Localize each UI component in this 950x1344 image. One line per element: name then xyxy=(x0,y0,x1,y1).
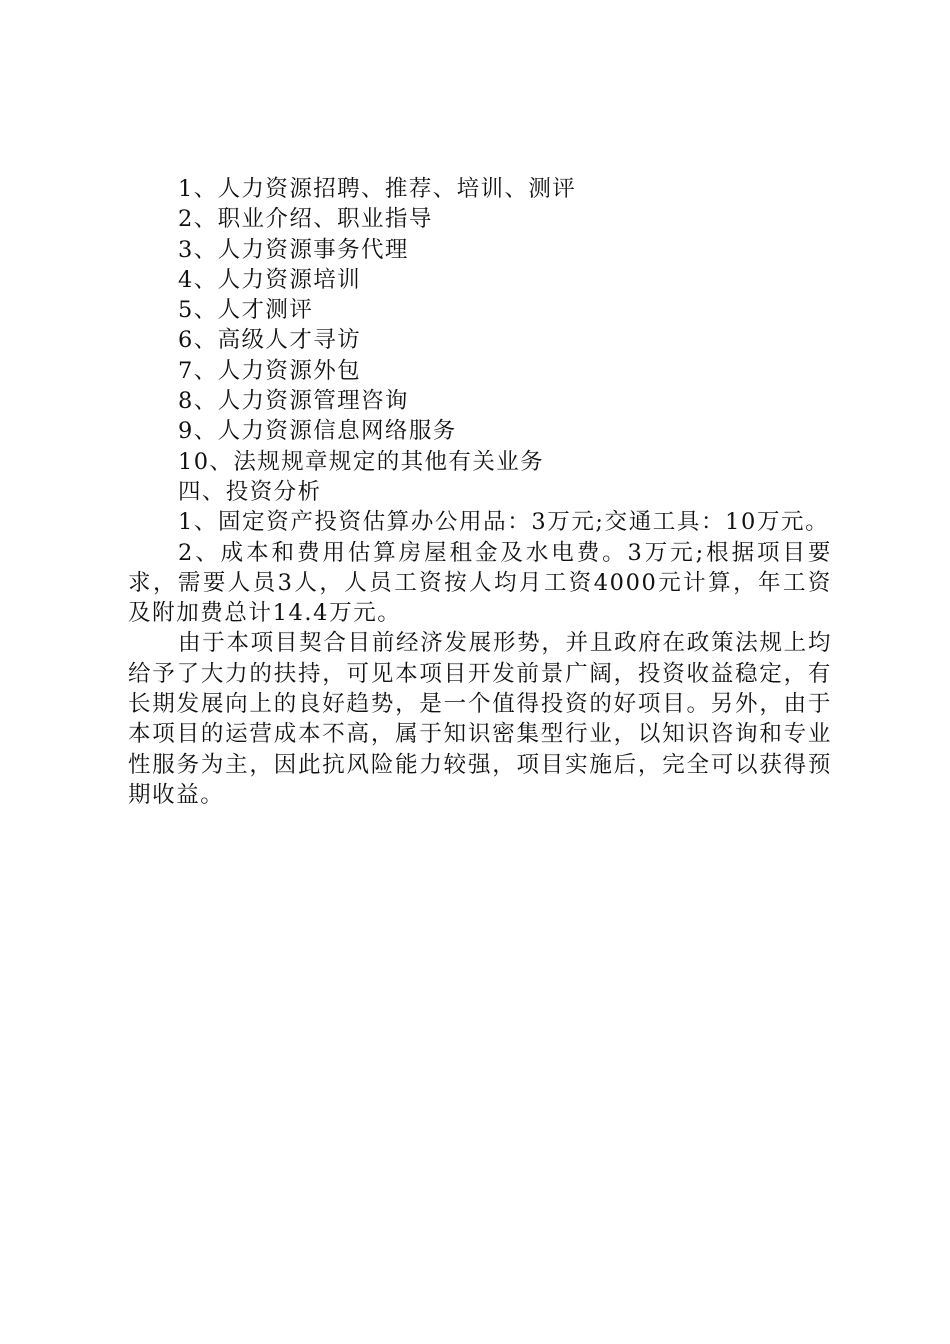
list-item-1: 1、人力资源招聘、推荐、培训、测评 xyxy=(178,176,577,202)
list-item-6: 6、高级人才寻访 xyxy=(178,327,362,354)
list-item-8: 8、人力资源管理咨询 xyxy=(178,388,409,415)
list-item-3: 3、人力资源事务代理 xyxy=(178,236,409,263)
document-body xyxy=(128,174,832,810)
section-heading: 四、投资分析 xyxy=(178,478,322,505)
paragraph-conclusion: 由于本项目契合目前经济发展形势，并且政府在政策法规上均给予了大力的扶持，可见本项目开发前景广阔，投资收益稳定，有长期发展向上的良好趋势，是一个值得投资的好项目。另外，由于本项目的运营成本不高，属于知识密集型行业，以知识咨询和专业性服务为主，因此抗风险能力较强，项目实施后，完全可以获得预期收益。 xyxy=(128,630,832,808)
paragraph-fixed-assets: 1、固定资产投资估算办公用品：3万元;交通工具：10万元。 xyxy=(178,509,830,536)
paragraph-costs: 2、成本和费用估算房屋租金及水电费。3万元;根据项目要求，需要人员3人，人员工资按人均月工资4000元计算，年工资及附加费总计14.4万元。 xyxy=(128,539,832,627)
list-item-4: 4、人力资源培训 xyxy=(178,266,362,293)
list-item-5: 5、人才测评 xyxy=(178,297,314,324)
list-item-7: 7、人力资源外包 xyxy=(178,357,362,384)
list-item-9: 9、人力资源信息网络服务 xyxy=(178,418,457,445)
list-item-10: 10、法规规章规定的其他有关业务 xyxy=(178,448,545,475)
list-item-2: 2、职业介绍、职业指导 xyxy=(178,206,433,233)
